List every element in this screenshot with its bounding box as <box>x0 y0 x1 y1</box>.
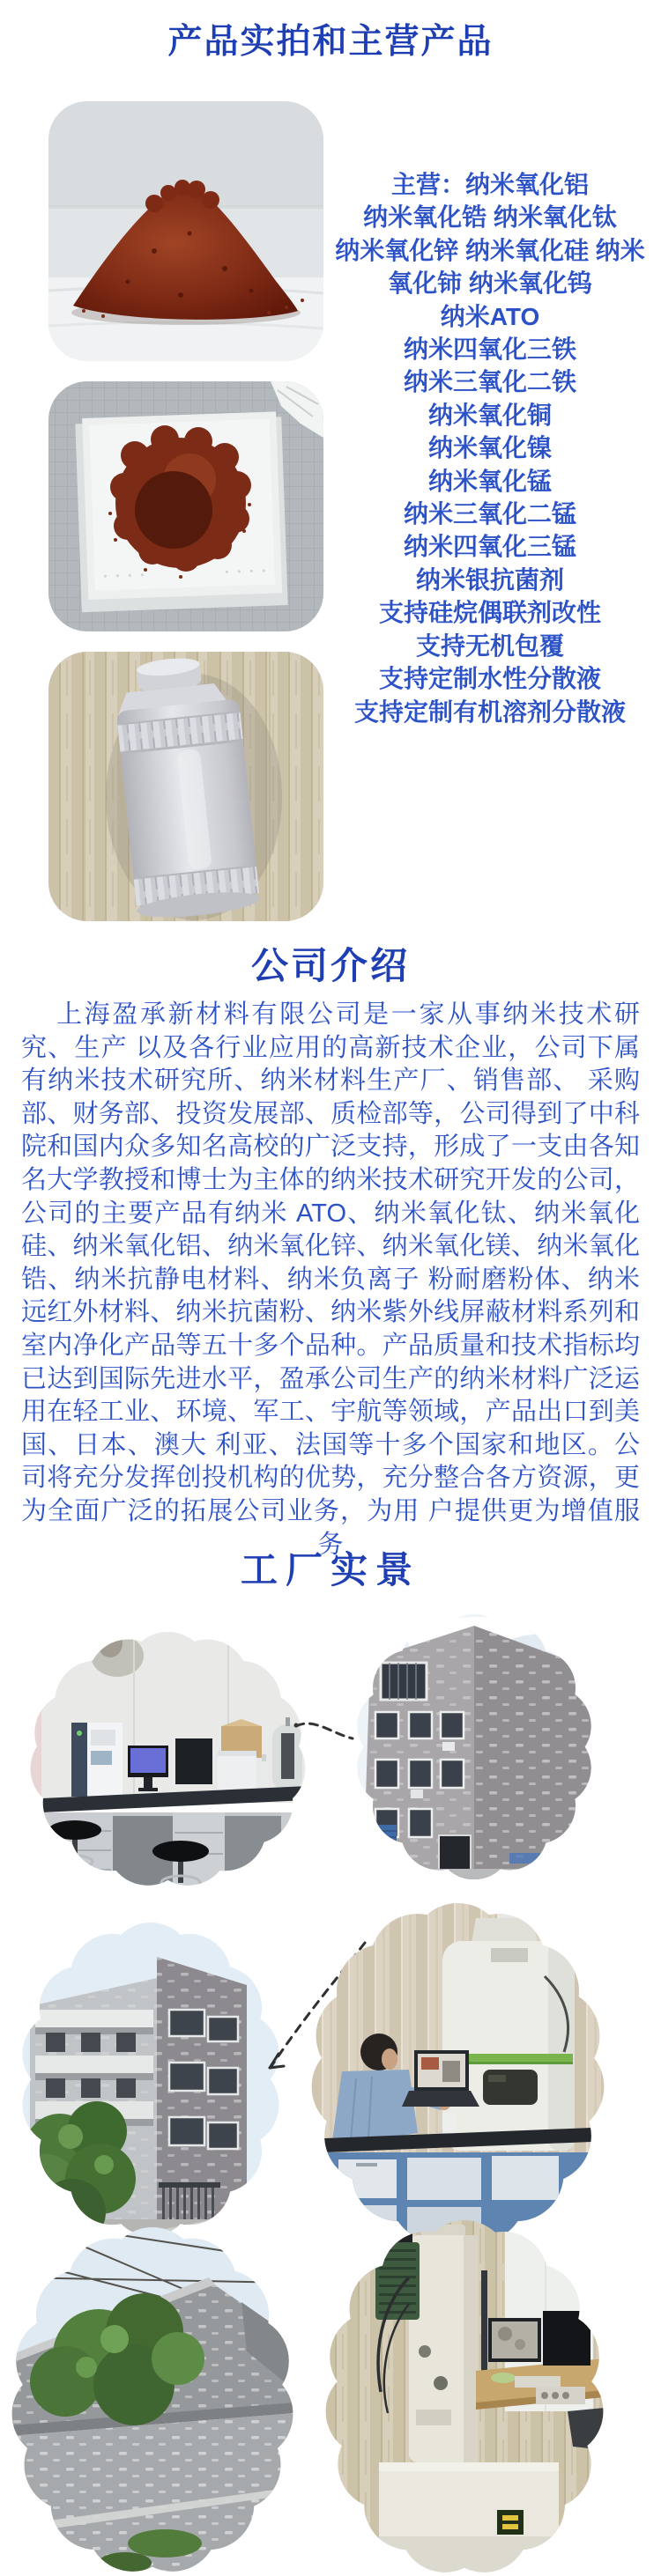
company-intro-title: 公司介绍 <box>250 947 410 987</box>
product-list-line: 纳米氧化锌 纳米氧化硅 纳米 <box>335 236 645 264</box>
product-list-line: 纳米氧化锰 <box>427 467 552 495</box>
product-list-line: 纳米ATO <box>440 302 540 330</box>
product-photo-red-powder-side <box>48 101 323 361</box>
factory-photo-lab-bench <box>29 1631 307 1888</box>
factory-photo-microscope <box>324 2219 605 2576</box>
product-list-line: 纳米四氧化三铁 <box>403 336 576 364</box>
product-list-line: 纳米氧化镍 <box>427 434 552 462</box>
factory-photo-building-gate <box>19 1922 282 2237</box>
product-list-line: 支持定制有机溶剂分散液 <box>353 698 626 726</box>
product-list-line: 主营：纳米氧化铝 <box>390 171 589 198</box>
factory-photo-technician <box>310 1902 605 2246</box>
page-title: 产品实拍和主营产品 <box>167 23 494 61</box>
product-list-line: 纳米三氧化二锰 <box>403 500 576 528</box>
main-products-list <box>322 168 658 728</box>
product-list-line: 氧化铈 纳米氧化钨 <box>388 269 592 298</box>
factory-photo-building-front <box>354 1613 594 1880</box>
product-list-line: 纳米四氧化三锰 <box>403 533 576 561</box>
product-photo-red-powder-top <box>48 381 323 631</box>
product-list-line: 支持无机包覆 <box>415 631 564 660</box>
product-photo-white-cylinder <box>48 652 323 921</box>
product-list-line: 纳米三氧化二铁 <box>403 368 576 396</box>
product-list-line: 纳米氧化锆 纳米氧化钛 <box>363 203 617 232</box>
dashed-arrow-icon <box>293 1712 358 1751</box>
factory-title: 工厂实景 <box>240 1551 420 1591</box>
company-intro-paragraph: 上海盈承新材料有限公司是一家从事纳米技术研究、生产 以及各行业应用的高新技术企业，公司下属有纳米技术研究所、纳米材料生产厂、销售部、 采购部、财务部、投资发展部、质检部等，公司得到了中科院和国内众多知名高校的广泛支持，形成了一支由各知名大学教授和博士为主体的纳米技术研究开发的公司，公司的主要产品有纳米 ATO、纳米氧化钛、纳米氧化硅、纳米氧化铝、纳米氧化锌、纳米氧化镁、纳米氧化锆、纳米抗静电材料、纳米负离子 粉耐磨粉体、纳米远红外材料、纳米抗菌粉、纳米紫外线屏蔽材料系列和室内净化产品等五十多个品种。产品质量和技术指标均已达到国际先进水平，盈承公司生产的纳米材料广泛运用在轻工业、环境、军工、宇航等领域，产品出口到美国、日本、澳大 利亚、法国等十多个国家和地区。公司将充分发挥创投机构的优势，充分整合各方资源，更为全面广泛的拓展公司业务，为用 户提供更为增值服务 <box>21 1000 640 1559</box>
product-list-line: 支持定制水性分散液 <box>378 665 601 693</box>
product-list-line: 纳米氧化铜 <box>427 401 552 429</box>
factory-photo-wall-tree <box>11 2226 294 2575</box>
product-list-line: 支持硅烷偶联剂改性 <box>378 599 601 627</box>
product-list-line: 纳米银抗菌剂 <box>415 565 564 594</box>
